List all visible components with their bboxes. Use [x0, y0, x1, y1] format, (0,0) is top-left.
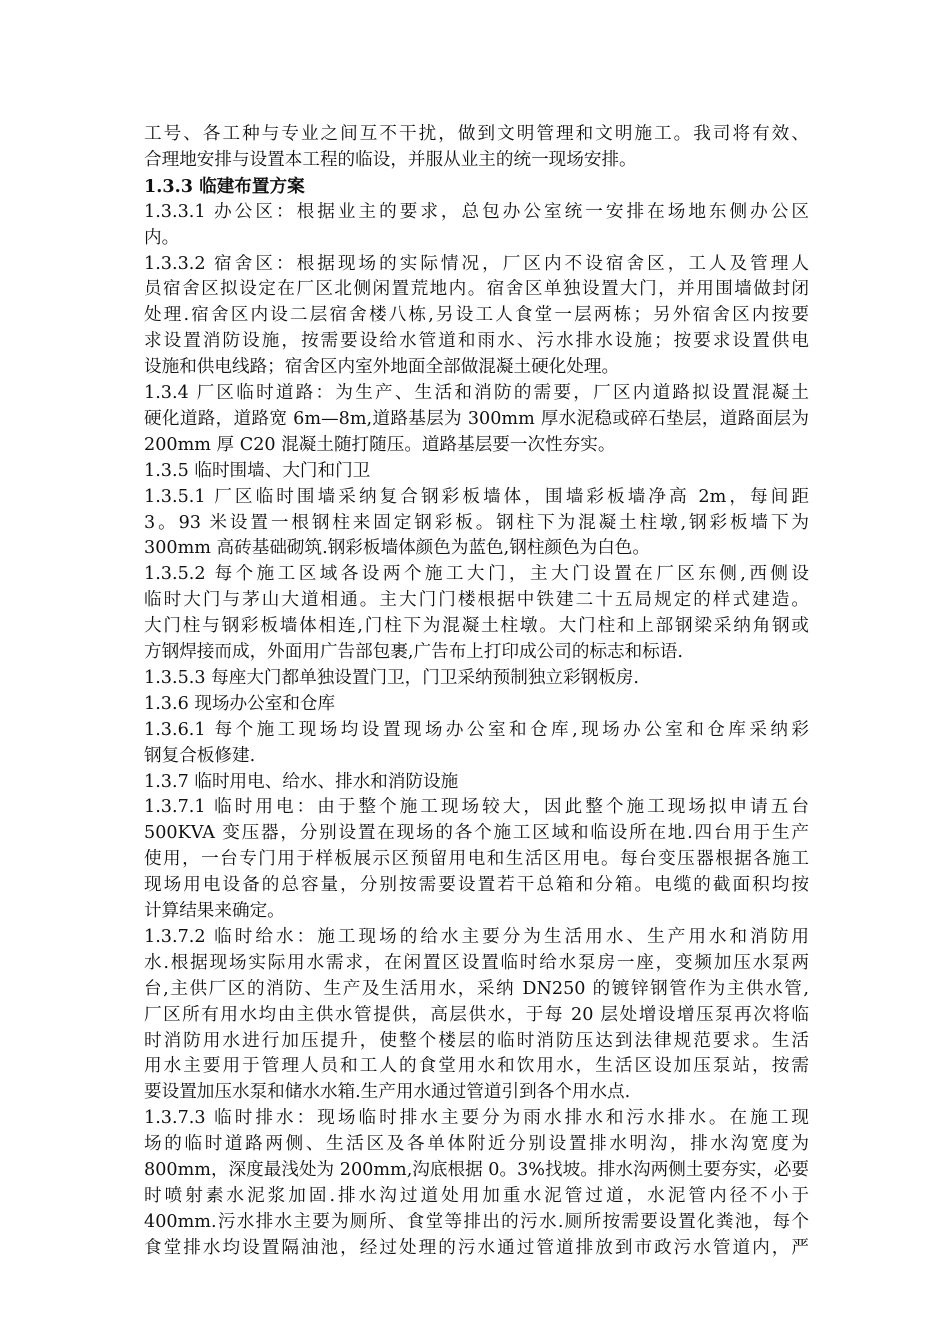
text-line: 1.3.5 临时围墙、大门和门卫: [144, 460, 371, 481]
text-line: 内。: [144, 227, 180, 248]
text-line: 800mm，深度最浅处为 200mm,沟底根据 0。3%找坡。排水沟两侧土要夯实，必要: [144, 1160, 809, 1180]
text-line: 食堂排水均设置隔油池，经过处理的污水通过管道排放到市政污水管道内，严: [144, 1237, 809, 1258]
text-line: 300mm 高砖基础砌筑.钢彩板墙体颜色为蓝色,钢柱颜色为白色。: [144, 538, 650, 559]
text-line: 场的临时道路两侧、生活区及各单体附近分别设置排水明沟，排水沟宽度为: [144, 1134, 809, 1155]
text-line: 大门柱与钢彩板墙体相连,门柱下为混凝土柱墩。大门柱和上部钢梁采纳角钢或: [144, 616, 809, 637]
text-line: 台,主供厂区的消防、生产及生活用水，采纳 DN250 的镀锌钢管作为主供水管,: [144, 978, 809, 999]
text-line: 临时大门与茅山大道相通。主大门门楼根据中铁建二十五局规定的样式建造。: [144, 590, 809, 611]
text-line: 1.3.7.1 临时用电：由于整个施工现场较大，因此整个施工现场拟申请五台: [144, 797, 809, 818]
text-line: 1.3.3.2 宿舍区：根据现场的实际情况，厂区内不设宿舍区，工人及管理人: [144, 253, 809, 274]
text-line: 硬化道路，道路宽 6m—8m,道路基层为 300mm 厚水泥稳或碎石垫层，道路面层为: [144, 408, 809, 429]
text-line: 设施和供电线路；宿舍区内室外地面全部做混凝土硬化处理。: [144, 357, 620, 378]
text-line: 要设置加压水泵和储水水箱.生产用水通过管道引到各个用水点.: [144, 1082, 631, 1103]
text-line: 1.3.6 现场办公室和仓库: [144, 693, 336, 714]
text-line: 3。93 米设置一根钢柱来固定钢彩板。钢柱下为混凝土柱墩,钢彩板墙下为: [144, 512, 809, 533]
text-line: 时消防用水进行加压提升，使整个楼层的临时消防压达到法律规范要求。生活: [144, 1030, 809, 1051]
text-line: 方钢焊接而成，外面用广告部包裹,广告布上打印成公司的标志和标语.: [144, 642, 684, 662]
text-line: 使用，一台专门用于样板展示区预留用电和生活区用电。每台变压器根据各施工: [144, 849, 809, 870]
text-line: 1.3.7 临时用电、给水、排水和消防设施: [144, 771, 459, 792]
text-line: 200mm 厚 C20 混凝土随打随压。道路基层要一次性夯实。: [144, 434, 616, 455]
text-line: 处理.宿舍区内设二层宿舍楼八栋,另设工人食堂一层两栋；另外宿舍区内按要: [144, 305, 809, 326]
text-line: 合理地安排与设置本工程的临设，并服从业主的统一现场安排。: [144, 149, 637, 170]
text-line: 厂区所有用水均由主供水管提供，高层供水，于每 20 层处增设增压泵再次将临: [144, 1004, 809, 1025]
text-line: 求设置消防设施，按需要设给水管道和雨水、污水排水设施；按要求设置供电: [144, 331, 809, 352]
text-line: 500KVA 变压器，分别设置在现场的各个施工区域和临设所在地.四台用于生产: [144, 823, 809, 844]
text-line: 1.3.5.2 每个施工区域各设两个施工大门，主大门设置在厂区东侧,西侧设: [144, 564, 809, 585]
text-line: 工号、各工种与专业之间互不干扰，做到文明管理和文明施工。我司将有效、: [144, 124, 809, 144]
text-line: 400mm.污水排水主要为厕所、食堂等排出的污水.厕所按需要设置化粪池，每个: [144, 1211, 809, 1232]
text-line: 1.3.7.2 临时给水：施工现场的给水主要分为生活用水、生产用水和消防用: [144, 926, 809, 947]
text-line: 1.3.4 厂区临时道路：为生产、生活和消防的需要，厂区内道路拟设置混凝土: [144, 383, 809, 403]
text-line: 1.3.5.1 厂区临时围墙采纳复合钢彩板墙体，围墙彩板墙净高 2m，每间距: [144, 486, 809, 507]
text-line: 用水主要用于管理人员和工人的食堂用水和饮用水，生活区设加压泵站，按需: [144, 1056, 809, 1077]
text-line: 钢复合板修建.: [144, 745, 256, 766]
text-line: 1.3.6.1 每个施工现场均设置现场办公室和仓库,现场办公室和仓库采纳彩: [144, 719, 809, 740]
text-line: 计算结果来确定。: [144, 901, 285, 921]
section-heading: 1.3.3 临建布置方案: [144, 175, 305, 197]
text-line: 1.3.5.3 每座大门都单独设置门卫，门卫采纳预制独立彩钢板房.: [144, 667, 639, 688]
text-line: 时喷射素水泥浆加固.排水沟过道处用加重水泥管过道，水泥管内径不小于: [144, 1185, 809, 1206]
text-line: 1.3.3.1 办公区：根据业主的要求，总包办公室统一安排在场地东侧办公区: [144, 201, 809, 222]
text-line: 1.3.7.3 临时排水：现场临时排水主要分为雨水排水和污水排水。在施工现: [144, 1108, 809, 1129]
text-line: 员宿舍区拟设定在厂区北侧闲置荒地内。宿舍区单独设置大门，并用围墙做封闭: [144, 279, 809, 300]
text-line: 水.根据现场实际用水需求，在闲置区设置临时给水泵房一座，变频加压水泵两: [144, 952, 809, 973]
text-line: 现场用电设备的总容量，分别按需要设置若干总箱和分箱。电缆的截面积均按: [144, 875, 809, 896]
